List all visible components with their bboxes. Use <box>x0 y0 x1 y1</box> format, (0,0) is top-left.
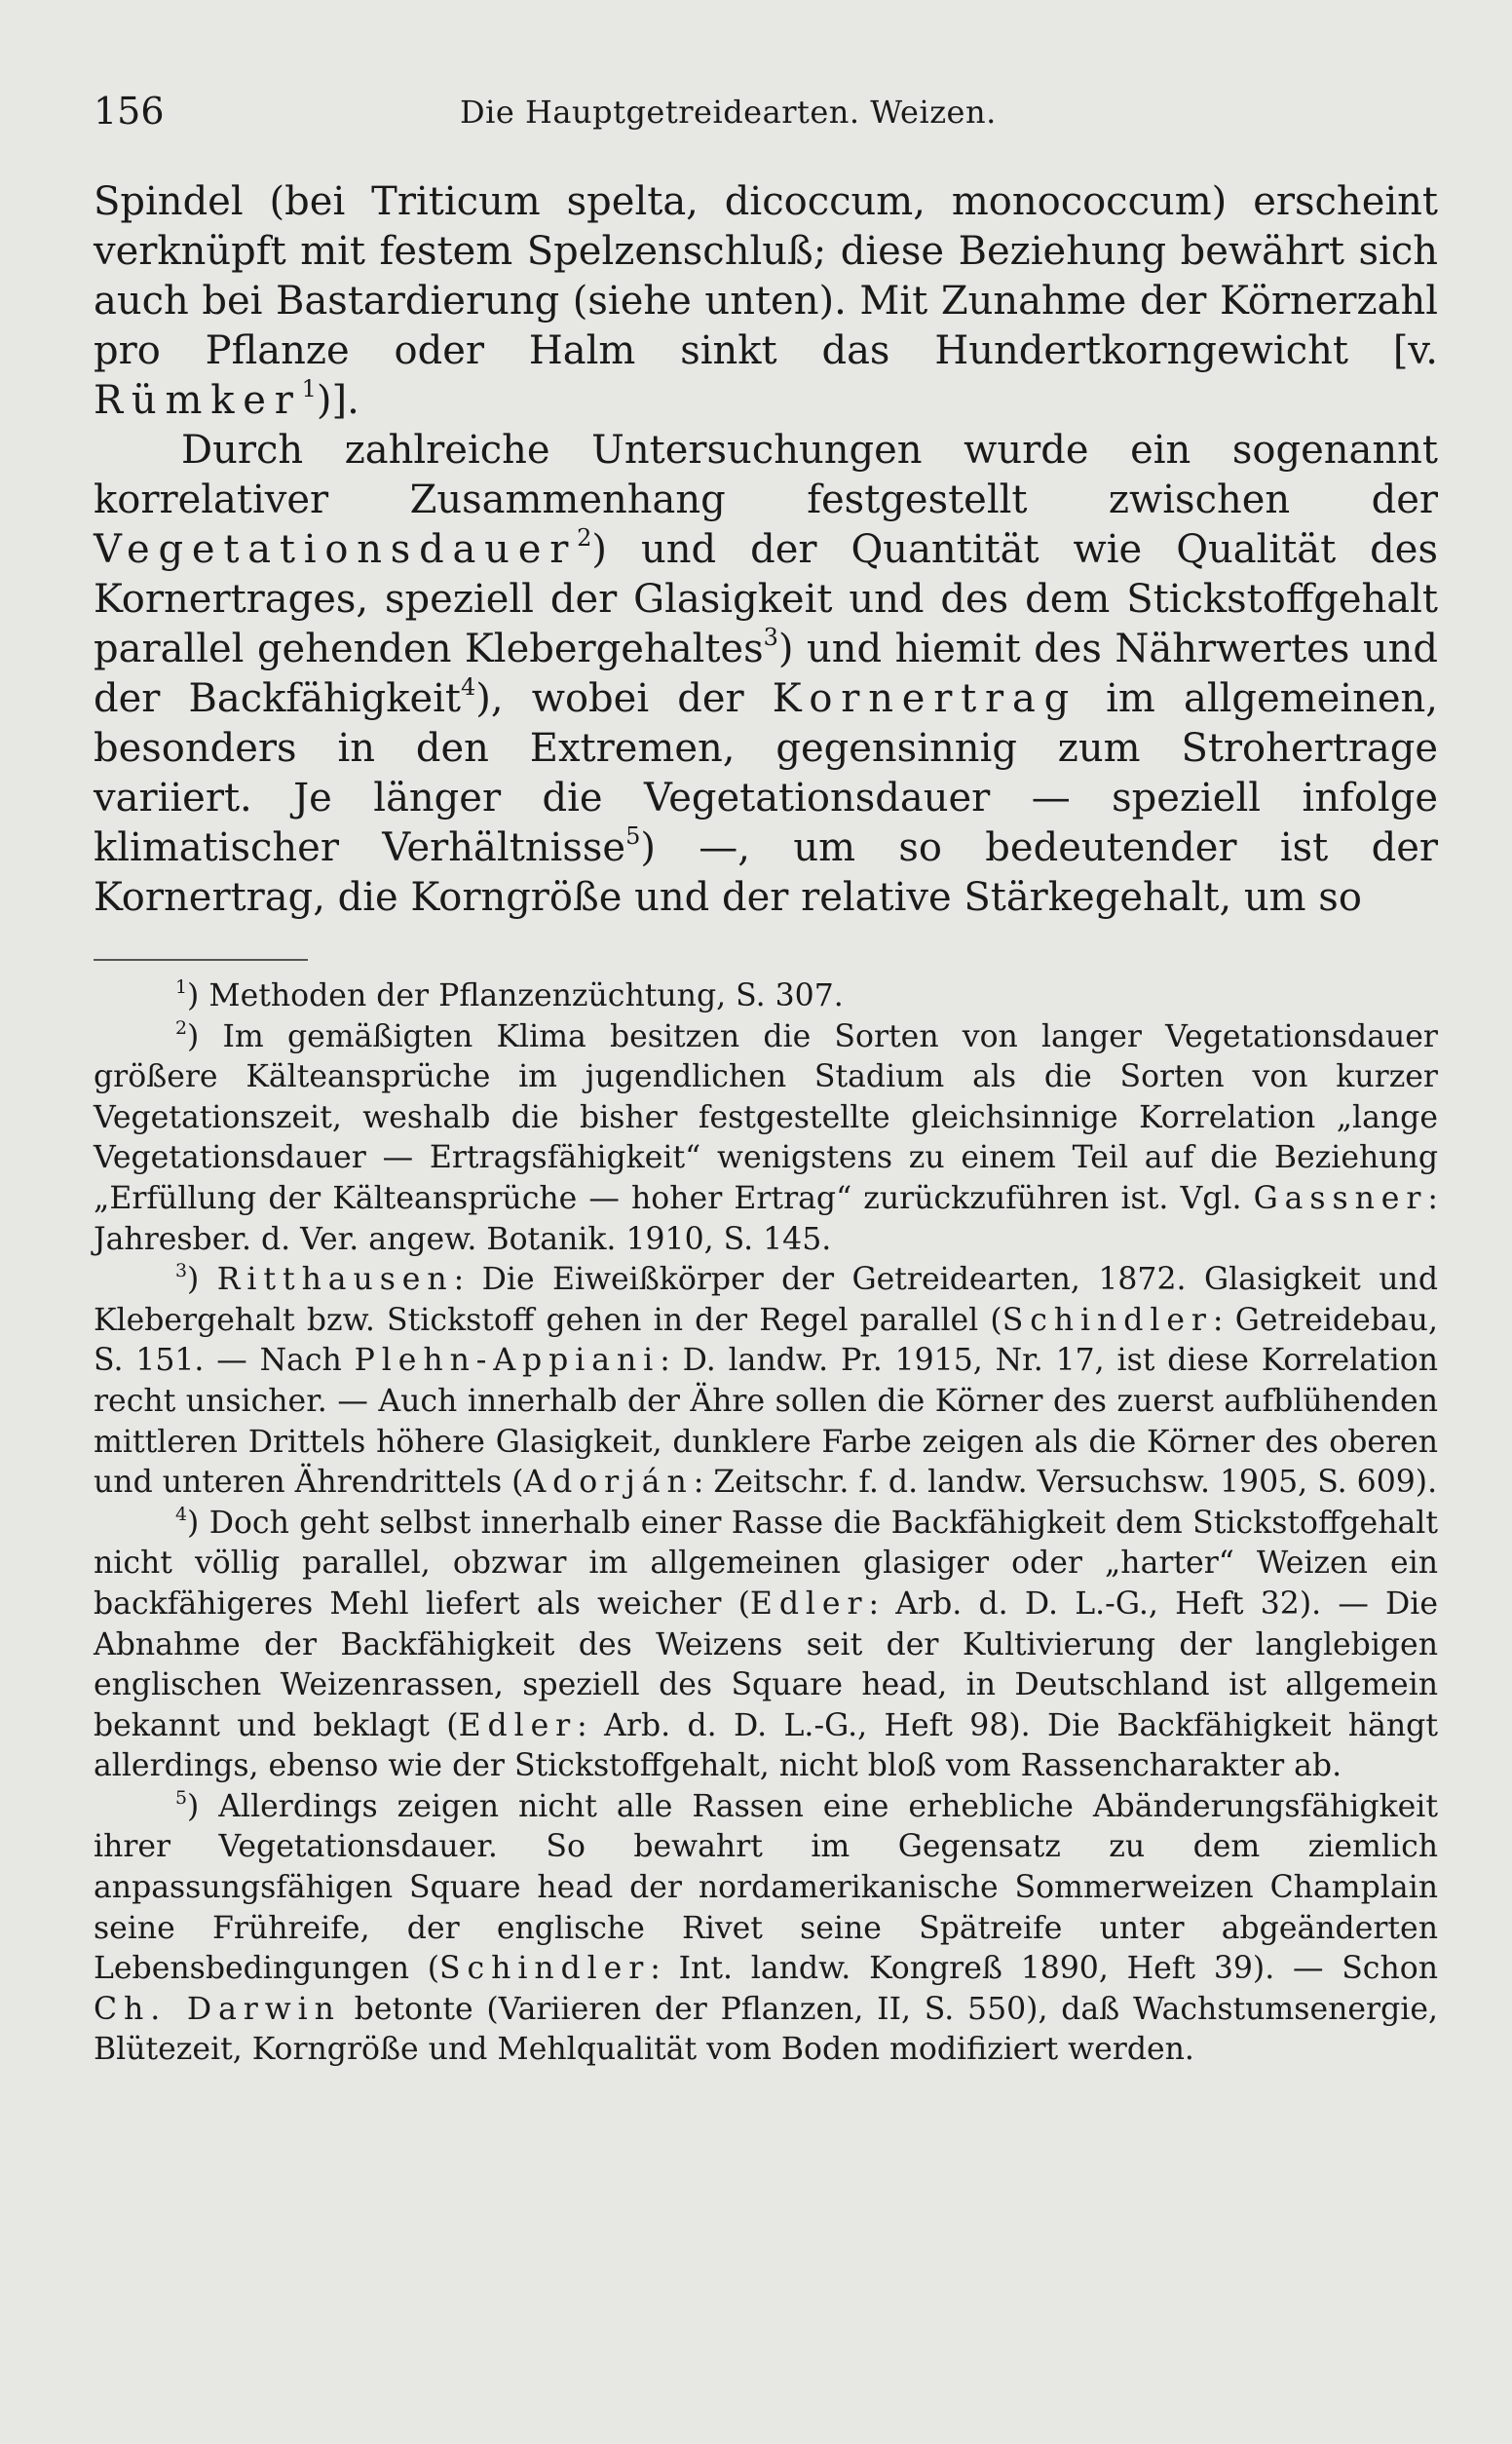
page-number: 156 <box>94 90 165 133</box>
footnote-ref: 2 <box>577 524 592 553</box>
author-name: Rümker <box>94 378 302 423</box>
footnote-3: $^3$) Ritthausen: Die Eiweißkörper der Getreidearten, 1872. Glasigkeit und Klebergehalt bzw. Stickstoff gehen in der Regel parallel (Schindler: Getreidebau, S. 151. — Nach Plehn-Appiani: D. landw. Pr. 1915, Nr. 17, ist diese Korrelation recht unsicher. — Auch innerhalb der Ähre sollen die Körner des zuerst aufblühenden mittleren Drittels höhere Glasigkeit, dunklere Farbe zeigen als die Körner des oberen und unteren Ährendrittels (Adorján: Zeitschr. f. d. landw. Versuchsw. 1905, S. 609). <box>94 1259 1438 1501</box>
footnote-mark: 3 <box>175 1259 188 1281</box>
footnote-divider <box>94 959 308 961</box>
footnotes <box>94 976 1438 2071</box>
page-header <box>94 90 1415 138</box>
author-name: Schindler <box>1002 1302 1213 1338</box>
footnote-2: $^2$) Im gemäßigten Klima besitzen die Sorten von langer Vegetationsdauer größere Kälteansprüche im jugendlichen Stadium als die Sorten von kurzer Vegetationszeit, weshalb die bisher festgestellte gleichsinnige Korrelation „lange Vegetationsdauer — Ertragsfähigkeit“ wenigstens zu einem Teil auf die Beziehung „Erfüllung der Kälteansprüche — hoher Ertrag“ zurückzuführen ist. Vgl. Gassner: Jahresber. d. Ver. angew. Botanik. 1910, S. 145. <box>94 1016 1438 1257</box>
author-name: Gassner <box>1253 1180 1428 1216</box>
main-text <box>94 177 1438 923</box>
author-name: Edler <box>749 1585 869 1622</box>
footnote-mark: 4 <box>175 1503 188 1525</box>
emphasis-term: Kornertrag <box>772 676 1077 721</box>
footnote-ref: 5 <box>625 822 641 851</box>
footnote-5: $^5$) Allerdings zeigen nicht alle Rassen eine erhebliche Abänderungsfähigkeit ihrer Vegetationsdauer. So bewahrt im Gegensatz zu dem ziemlich anpassungsfähigen Square head der nordamerikanische Sommerweizen Champlain seine Frühreife, der englische Rivet seine Spätreife unter abgeänderten Lebensbedingungen (Schindler: Int. landw. Kongreß 1890, Heft 39). — Schon Ch. Darwin betonte (Variieren der Pflanzen, II, S. 550), daß Wachstumsenergie, Blütezeit, Korngröße und Mehlqualität vom Boden modifiziert werden. <box>94 1786 1438 2068</box>
footnote-ref: 3 <box>763 624 778 652</box>
footnote-mark: 2 <box>175 1016 188 1039</box>
footnote-mark: 1 <box>175 975 188 998</box>
author-name: Adorján <box>523 1465 694 1501</box>
footnote-4: $^4$) Doch geht selbst innerhalb einer Rasse die Backfähigkeit dem Stickstoffgehalt nicht völlig parallel, obzwar im allgemeinen glasiger oder „harter“ Weizen ein backfähigeres Mehl liefert als weicher (Edler: Arb. d. D. L.-G., Heft 32). — Die Abnahme der Backfähigkeit des Weizens seit der Kultivierung der langlebigen englischen Weizenrassen, speziell des Square head, in Deutschland ist allgemein bekannt und beklagt (Edler: Arb. d. D. L.-G., Heft 98). Die Backfähigkeit hängt allerdings, ebenso wie der Stickstoffgehalt, nicht bloß vom Rassencharakter ab. <box>94 1503 1439 1784</box>
author-name: Plehn-Appiani <box>354 1343 661 1379</box>
footnote-1: $^1$) Methoden der Pflanzenzüchtung, S. 307. <box>175 975 844 1013</box>
emphasis-term: Vegetationsdauer <box>94 527 578 572</box>
running-head: Die Hauptgetreidearten. Weizen. <box>460 94 997 131</box>
author-name: Edler <box>458 1707 578 1743</box>
footnote-mark: 5 <box>175 1786 188 1809</box>
footnote-ref: 4 <box>461 673 476 702</box>
footnote-ref: 1 <box>301 375 317 403</box>
author-name: Ch. Darwin <box>94 1991 341 2027</box>
author-name: Schindler <box>439 1951 651 1987</box>
paragraph-1: Spindel (bei Triticum spelta, dicoccum, monococcum) erscheint verknüpft mit festem Spelzenschluß; diese Beziehung bewährt sich auch bei Bastardierung (siehe unten). Mit Zunahme der Körnerzahl pro Pflanze oder Halm sinkt das Hundertkorngewicht [v. Rümker$^1$)]. <box>94 179 1438 423</box>
paragraph-2: Durch zahlreiche Untersuchungen wurde ein sogenannt korrelativer Zusammenhang festgestellt zwischen der Vegetationsdauer$^2$) und der Quantität wie Qualität des Kornertrages, speziell der Glasigkeit und des dem Stickstoffgehalt parallel gehenden Klebergehaltes$^3$) und hiemit des Nährwertes und der Backfähigkeit$^4$), wobei der Kornertrag im allgemeinen, besonders in den Extremen, gegensinnig zum Strohertrage variiert. Je länger die Vegetationsdauer — speziell infolge klimatischer Verhältnisse$^5$) —, um so bedeutender ist der Kornertrag, die Korngröße und der relative Stärkegehalt, um so <box>94 428 1438 920</box>
author-name: Ritthausen <box>216 1262 454 1298</box>
